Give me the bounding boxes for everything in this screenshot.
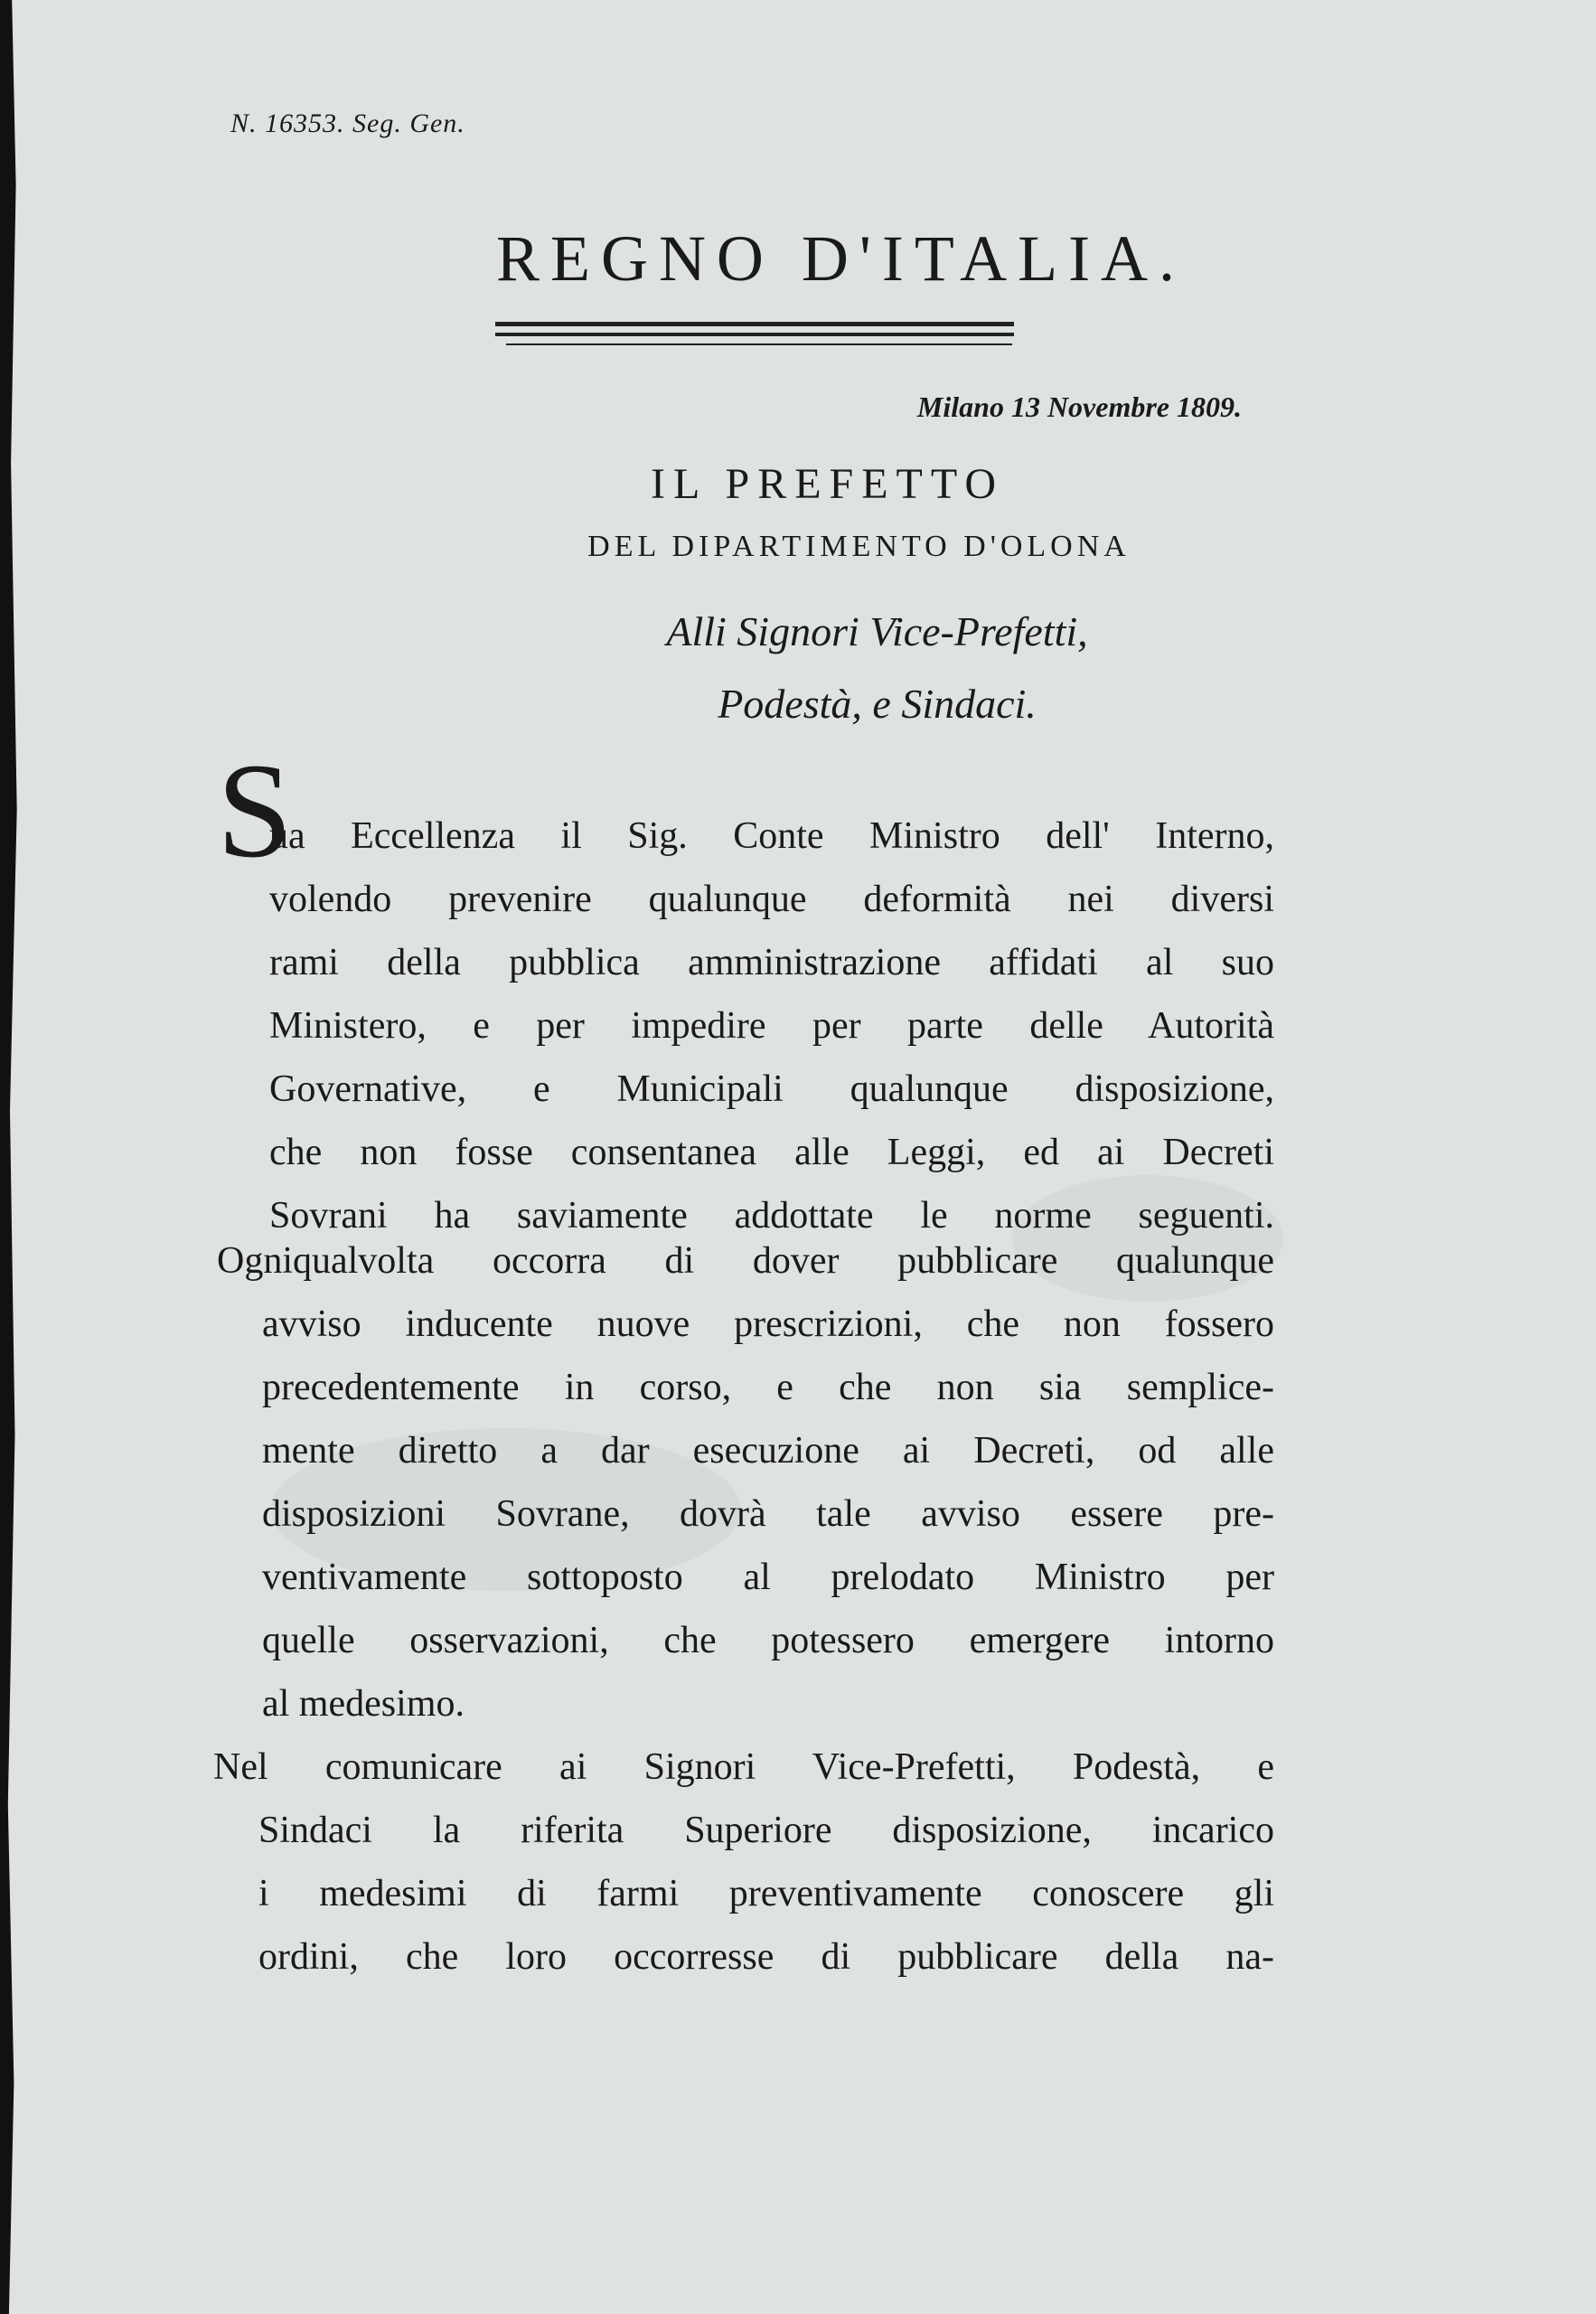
text-line: rami della pubblica amministrazione affidati al suo — [269, 942, 1274, 983]
page-torn-edge — [0, 0, 20, 2314]
text-line: Ogniqualvolta occorra di dover pubblicare qualunque — [217, 1240, 1274, 1282]
text-line: Sindaci la riferita Superiore disposizione, incarico — [258, 1810, 1274, 1851]
paragraph-2 — [217, 1229, 1274, 1736]
document-title: REGNO D'ITALIA. — [495, 222, 1187, 295]
addressee-line: Alli Signori Vice-Prefetti, — [666, 608, 1088, 654]
text-line: Nel comunicare ai Signori Vice-Prefetti, Podestà, e — [213, 1746, 1274, 1788]
text-line: mente diretto a dar esecuzione ai Decreti, od alle — [262, 1430, 1274, 1472]
title-rule — [495, 322, 1014, 326]
text-line: Governative, e Municipali qualunque disposizione, — [269, 1068, 1274, 1110]
issuer-title: IL PREFETTO — [650, 460, 1004, 508]
text-line: quelle osservazioni, che potessero emergere intorno — [262, 1620, 1274, 1661]
text-line: ua Eccellenza il Sig. Conte Ministro dell' Interno, — [269, 815, 1274, 857]
title-rule — [495, 333, 1014, 336]
text-line: Ministero, e per impedire per parte delle Autorità — [269, 1005, 1274, 1047]
text-line: disposizioni Sovrane, dovrà tale avviso essere pre- — [262, 1493, 1274, 1535]
addressee-line: Podestà, e Sindaci. — [718, 681, 1037, 727]
drop-cap: S — [217, 736, 293, 886]
text-line: ordini, che loro occorresse di pubblicare della na- — [258, 1936, 1274, 1978]
paragraph-3 — [213, 1736, 1274, 1989]
paragraph-1 — [269, 804, 1274, 1247]
document-reference-number: N. 16353. Seg. Gen. — [230, 108, 465, 138]
title-rule — [506, 343, 1012, 345]
text-line: i medesimi di farmi preventivamente conoscere gli — [258, 1873, 1274, 1914]
document-date: Milano 13 Novembre 1809. — [916, 390, 1242, 423]
text-line: ventivamente sottoposto al prelodato Ministro per — [262, 1557, 1274, 1598]
text-line: che non fosse consentanea alle Leggi, ed ai Decreti — [269, 1132, 1274, 1173]
text-line: avviso inducente nuove prescrizioni, che non fossero — [262, 1303, 1274, 1345]
text-line: al medesimo. — [262, 1683, 465, 1725]
department-name: DEL DIPARTIMENTO D'OLONA — [587, 530, 1131, 563]
text-line: precedentemente in corso, e che non sia semplice- — [262, 1367, 1274, 1408]
text-line: Sovrani ha saviamente addottate le norme seguenti. — [269, 1195, 1274, 1237]
text-line: volendo prevenire qualunque deformità nei diversi — [269, 879, 1274, 920]
